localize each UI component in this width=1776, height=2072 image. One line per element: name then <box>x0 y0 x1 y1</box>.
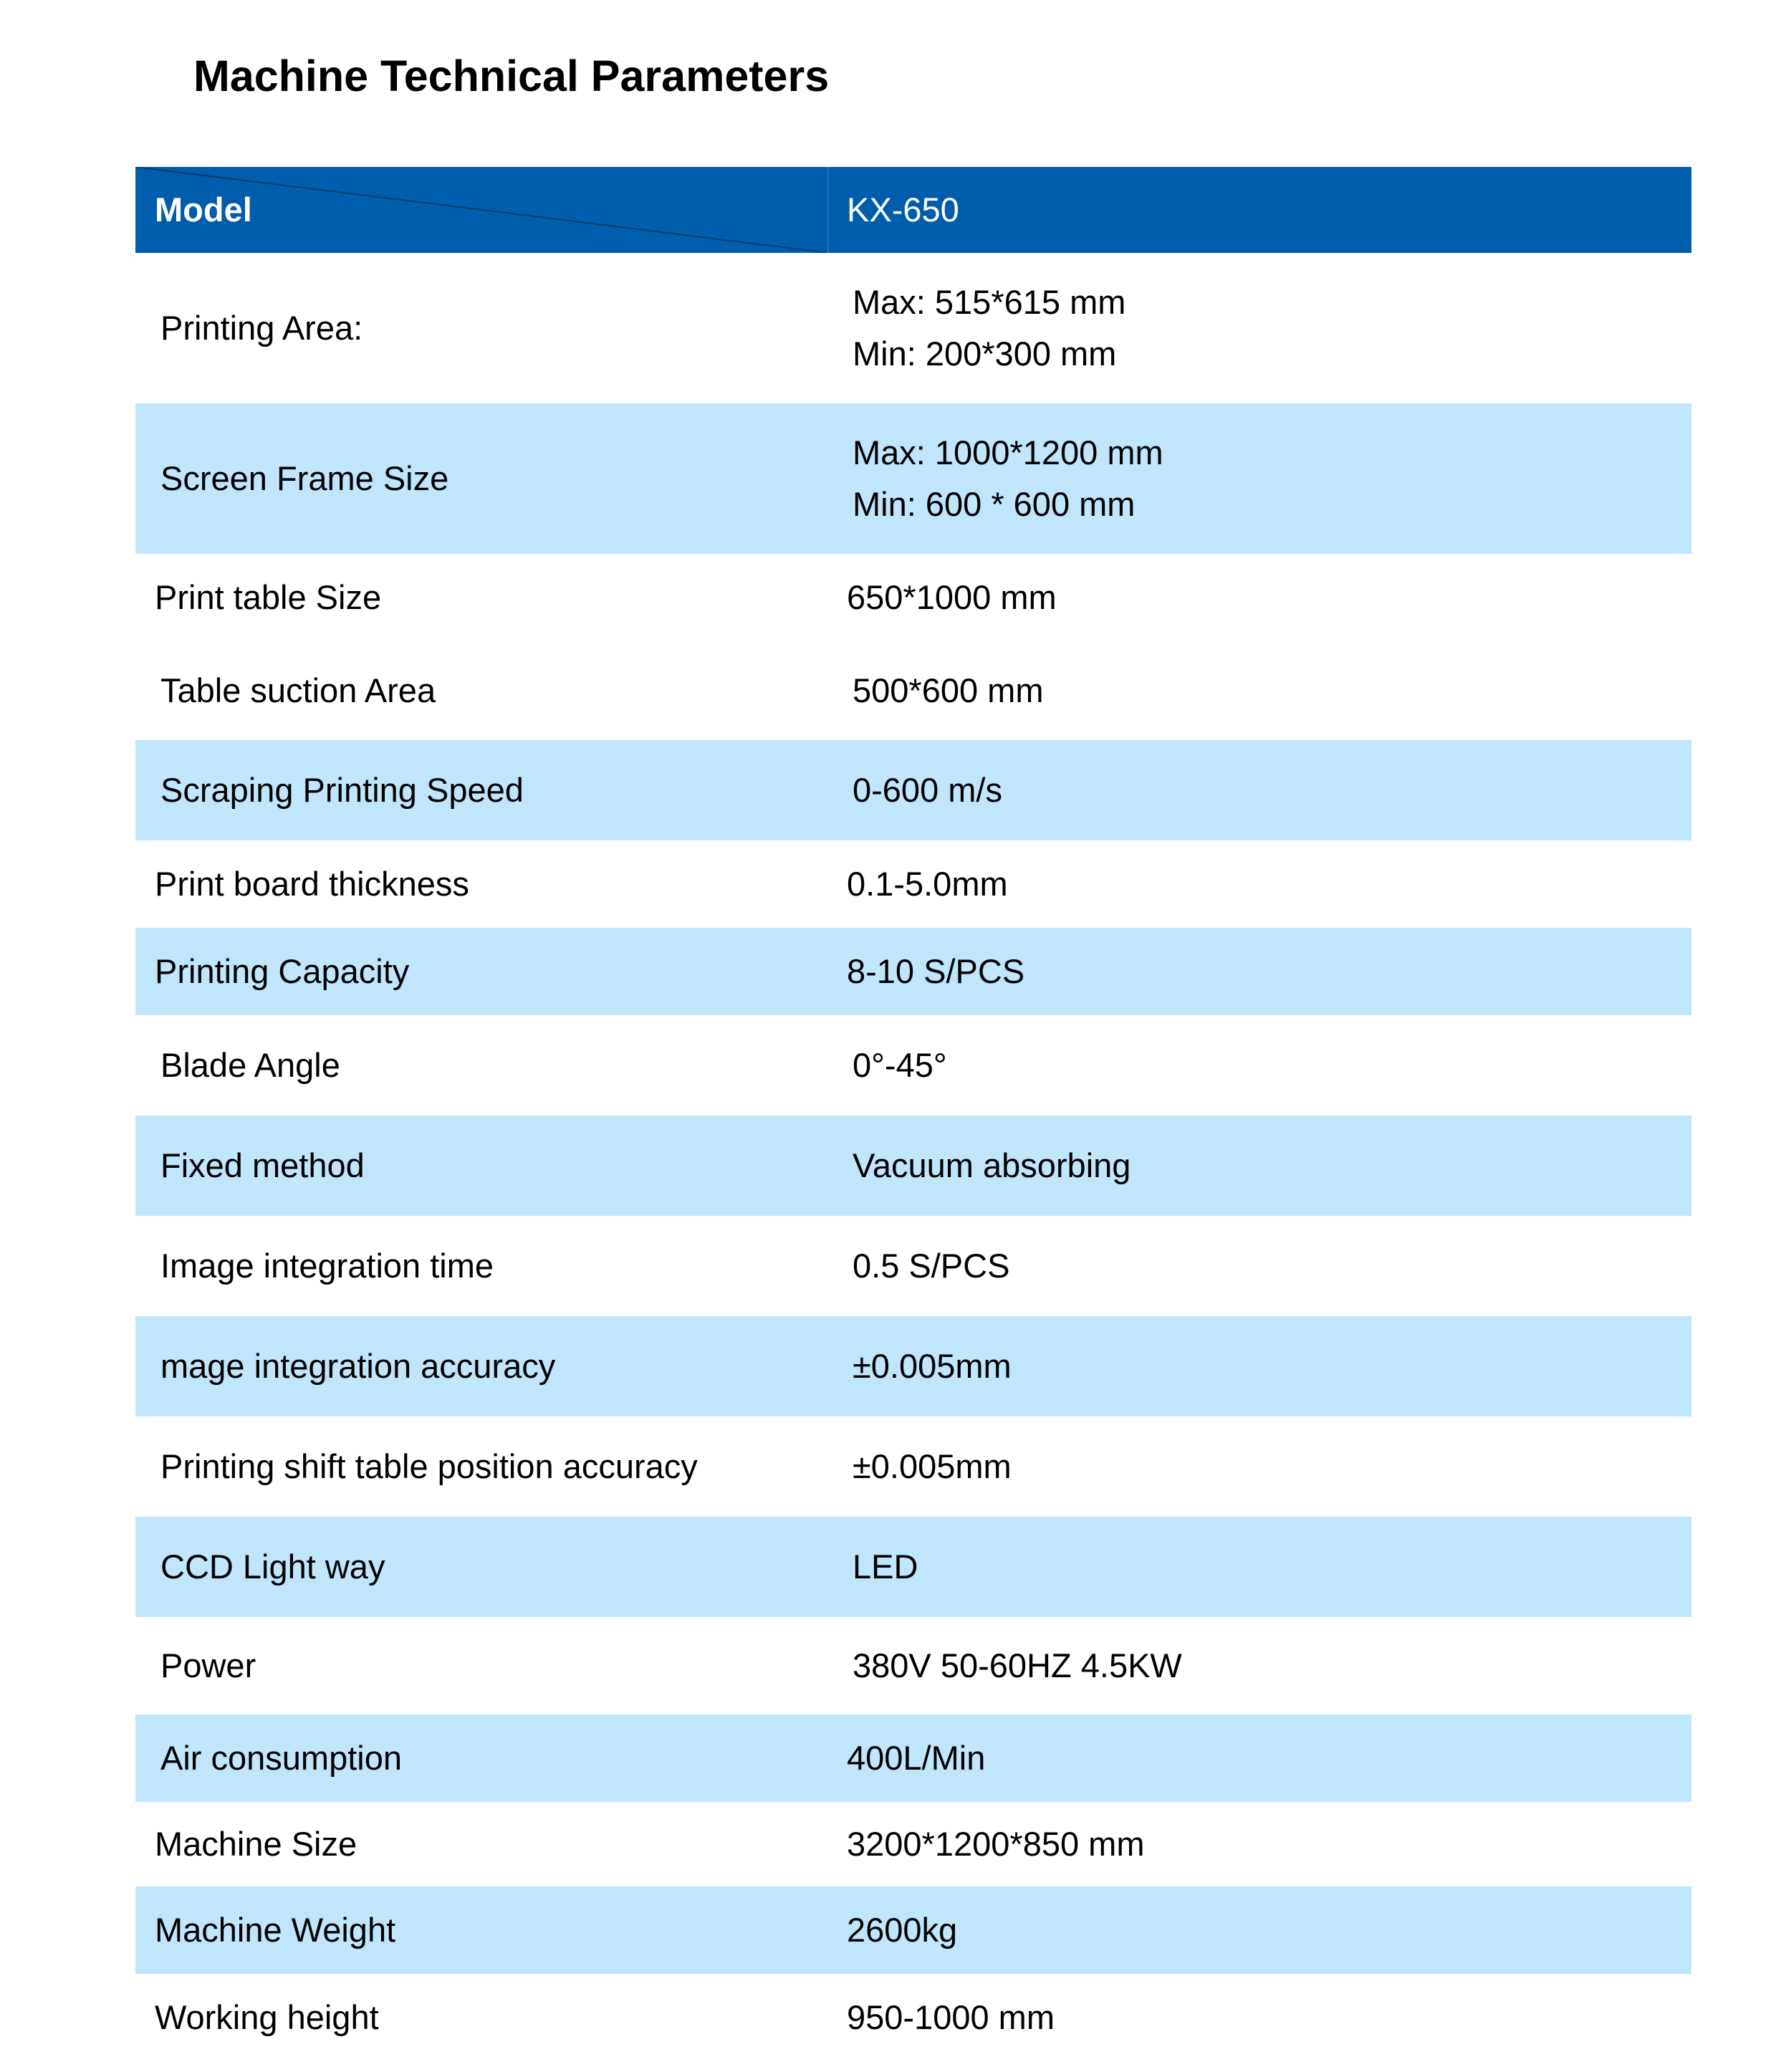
row-value <box>853 253 1125 403</box>
row-value: 2600kg <box>847 1911 958 1949</box>
row-label: Blade Angle <box>160 1046 340 1084</box>
row-value: 8-10 S/PCS <box>847 952 1025 990</box>
row-label: mage integration accuracy <box>160 1347 556 1385</box>
table-row <box>135 1617 1691 1714</box>
table-header-row <box>135 167 1691 253</box>
table-row <box>135 641 1691 740</box>
row-value-line: Min: 200*300 mm <box>853 335 1117 373</box>
row-value: 0.1-5.0mm <box>847 865 1008 903</box>
table-row <box>135 1517 1691 1617</box>
page-title: Machine Technical Parameters <box>193 52 830 100</box>
table-row <box>135 1974 1691 2061</box>
row-label: CCD Light way <box>160 1548 385 1586</box>
row-label: Scraping Printing Speed <box>160 771 524 809</box>
row-label: Table suction Area <box>160 671 436 709</box>
header-column-divider <box>827 167 829 253</box>
row-value: 400L/Min <box>847 1739 986 1777</box>
row-value <box>853 403 1163 554</box>
row-label: Screen Frame Size <box>160 459 449 497</box>
row-value: Vacuum absorbing <box>853 1146 1131 1184</box>
table-row <box>135 928 1691 1015</box>
row-value: 0.5 S/PCS <box>853 1247 1010 1285</box>
row-label: Printing Area: <box>160 309 363 347</box>
table-row <box>135 1316 1691 1416</box>
row-value: 650*1000 mm <box>847 578 1057 616</box>
row-value: 500*600 mm <box>853 671 1044 709</box>
row-label: Printing shift table position accuracy <box>160 1447 698 1485</box>
table-row <box>135 554 1691 641</box>
row-value-line: Min: 600 * 600 mm <box>853 485 1136 523</box>
row-value-line: Max: 1000*1200 mm <box>853 433 1163 471</box>
row-value: ±0.005mm <box>853 1347 1012 1385</box>
row-value: 950-1000 mm <box>847 1998 1055 2036</box>
row-value: LED <box>853 1548 918 1586</box>
table-row <box>135 1116 1691 1216</box>
table-row <box>135 1802 1691 1886</box>
row-value: 380V 50-60HZ 4.5KW <box>853 1646 1182 1684</box>
row-value: ±0.005mm <box>853 1447 1012 1485</box>
row-label: Machine Size <box>155 1825 357 1863</box>
row-label: Air consumption <box>160 1739 402 1777</box>
table-row <box>135 1714 1691 1802</box>
row-value: 0°-45° <box>853 1046 947 1084</box>
table-row <box>135 253 1691 403</box>
row-label: Print table Size <box>155 578 382 616</box>
table-row <box>135 1886 1691 1974</box>
row-value: 0-600 m/s <box>853 771 1002 809</box>
table-row <box>135 403 1691 554</box>
row-value: 3200*1200*850 mm <box>847 1825 1145 1863</box>
row-label: Machine Weight <box>155 1911 396 1949</box>
row-label: Power <box>160 1646 256 1684</box>
spec-table <box>135 167 1691 2061</box>
table-row <box>135 1015 1691 1116</box>
row-label: Printing Capacity <box>155 952 410 990</box>
row-label: Print board thickness <box>155 865 469 903</box>
row-label: Fixed method <box>160 1146 365 1184</box>
row-label: Image integration time <box>160 1247 494 1285</box>
table-row <box>135 740 1691 840</box>
header-model-value: KX-650 <box>847 191 959 229</box>
row-label: Working height <box>155 1998 379 2036</box>
header-label: Model <box>155 191 252 229</box>
table-row <box>135 1416 1691 1517</box>
row-value-line: Max: 515*615 mm <box>853 283 1126 321</box>
table-row <box>135 1216 1691 1316</box>
table-row <box>135 840 1691 928</box>
